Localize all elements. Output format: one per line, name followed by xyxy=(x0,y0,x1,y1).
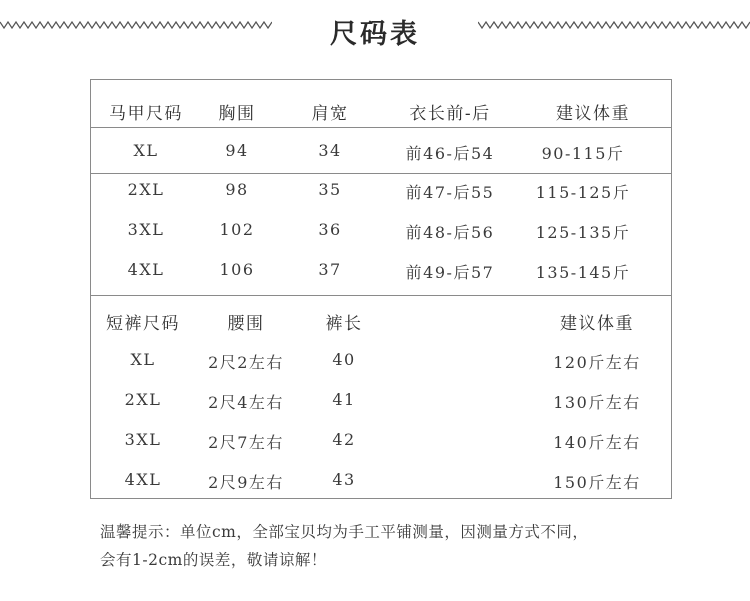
shorts-row-2-length: 41 xyxy=(332,390,356,409)
shorts-row-4-length: 43 xyxy=(332,470,356,489)
notice-line-1: 温馨提示：单位cm，全部宝贝均为手工平铺测量，因测量方式不同， xyxy=(100,523,589,541)
shorts-row-3-weight: 140斤左右 xyxy=(553,433,641,452)
vest-row-1-chest: 94 xyxy=(225,141,249,160)
shorts-row-4-weight: 150斤左右 xyxy=(553,473,641,492)
vest-header-divider xyxy=(91,127,671,128)
vest-row-1-length: 前46-后54 xyxy=(405,144,495,163)
vest-row-1-shoulder: 34 xyxy=(318,141,342,160)
page-title: 尺码表 xyxy=(330,19,420,50)
shorts-row-1-weight: 120斤左右 xyxy=(553,353,641,372)
shorts-row-3-size: 3XL xyxy=(124,430,162,449)
decorative-wave-right xyxy=(478,20,750,30)
vest-row-4-shoulder: 37 xyxy=(318,260,342,279)
vest-row-3-chest: 102 xyxy=(219,220,255,239)
shorts-header-length: 裤长 xyxy=(325,314,363,334)
vest-header-length: 衣长前-后 xyxy=(409,104,491,124)
notice-line-2: 会有1-2cm的误差，敬请谅解！ xyxy=(100,551,327,569)
shorts-row-2-waist: 2尺4左右 xyxy=(208,393,284,412)
shorts-row-3-length: 42 xyxy=(332,430,356,449)
vest-row-2-weight: 115-125斤 xyxy=(535,183,631,202)
vest-header-shoulder: 肩宽 xyxy=(311,104,349,124)
shorts-row-1-waist: 2尺2左右 xyxy=(208,353,284,372)
vest-row-2-size: 2XL xyxy=(127,180,165,199)
shorts-header-waist: 腰围 xyxy=(227,314,265,334)
size-chart-table xyxy=(90,79,672,499)
vest-row-4-weight: 135-145斤 xyxy=(535,263,631,282)
shorts-row-4-size: 4XL xyxy=(124,470,162,489)
shorts-section-divider xyxy=(91,295,671,296)
vest-row-2-shoulder: 35 xyxy=(318,180,342,199)
vest-row-2-length: 前47-后55 xyxy=(405,183,495,202)
vest-row-2-chest: 98 xyxy=(225,180,249,199)
shorts-header-weight: 建议体重 xyxy=(560,314,634,334)
measurement-notice xyxy=(100,518,588,574)
shorts-row-1-size: XL xyxy=(130,350,156,369)
shorts-row-2-size: 2XL xyxy=(124,390,162,409)
shorts-header-size: 短裤尺码 xyxy=(106,314,180,334)
vest-row-3-size: 3XL xyxy=(127,220,165,239)
vest-row-4-chest: 106 xyxy=(219,260,255,279)
shorts-row-1-length: 40 xyxy=(332,350,356,369)
shorts-row-3-waist: 2尺7左右 xyxy=(208,433,284,452)
vest-header-weight: 建议体重 xyxy=(556,104,630,124)
shorts-row-2-weight: 130斤左右 xyxy=(553,393,641,412)
vest-row-1-weight: 90-115斤 xyxy=(541,144,625,163)
vest-row-4-length: 前49-后57 xyxy=(405,263,495,282)
vest-header-chest: 胸围 xyxy=(218,104,256,124)
vest-row-3-length: 前48-后56 xyxy=(405,223,495,242)
vest-row-3-shoulder: 36 xyxy=(318,220,342,239)
shorts-row-4-waist: 2尺9左右 xyxy=(208,473,284,492)
vest-row-1-size: XL xyxy=(133,141,159,160)
vest-row-3-weight: 125-135斤 xyxy=(535,223,631,242)
vest-header-size: 马甲尺码 xyxy=(109,104,183,124)
vest-row-4-size: 4XL xyxy=(127,260,165,279)
vest-row-divider xyxy=(91,173,671,174)
